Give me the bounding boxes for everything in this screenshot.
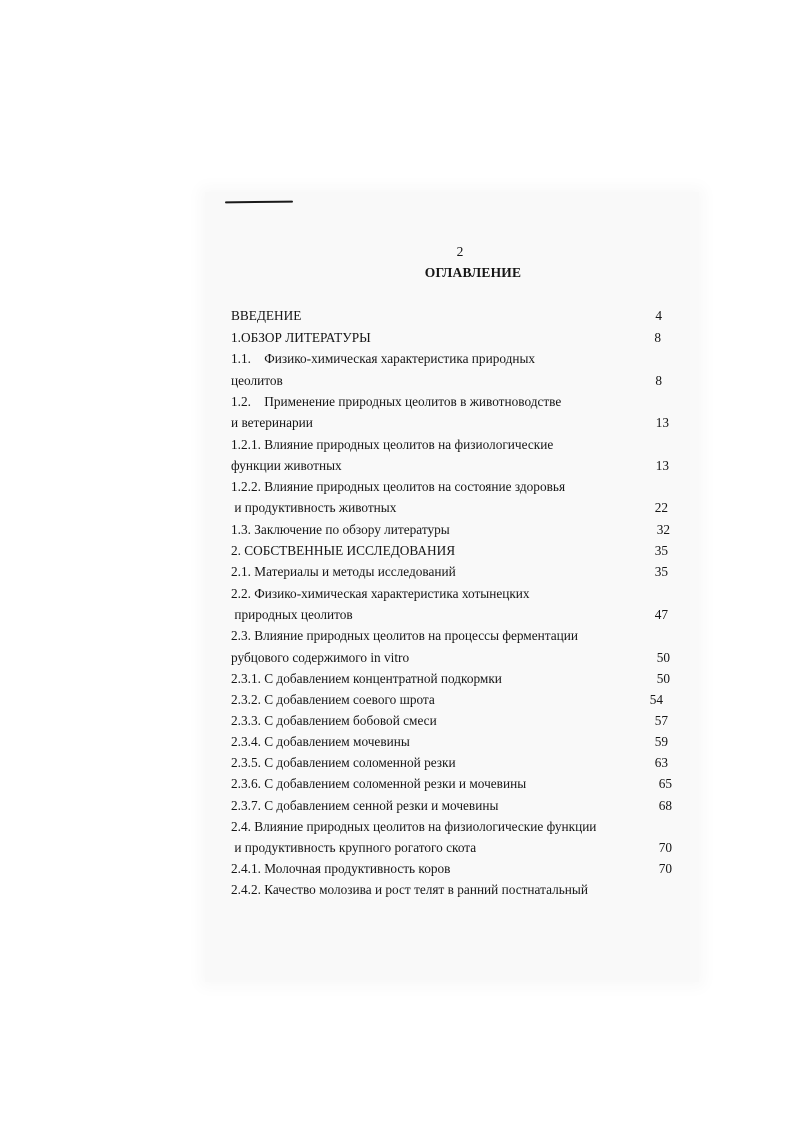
toc-page-number: 4: [655, 308, 662, 323]
toc-entry: 2.1. Материалы и методы исследований: [231, 564, 456, 579]
toc-entry: 2.3.1. С добавлением концентратной подкормки: [231, 671, 502, 686]
toc-page-number: 50: [656, 650, 670, 665]
toc-page-number: 8: [655, 373, 662, 388]
toc-entry: 1.2.1. Влияние природных цеолитов на физиологические: [231, 437, 554, 452]
toc-entry: и продуктивность крупного рогатого скота: [231, 840, 477, 855]
toc-entry: и продуктивность животных: [231, 500, 397, 515]
toc-page-number: 65: [658, 776, 672, 791]
toc-page-number: 70: [658, 840, 672, 855]
toc-page-number: 57: [654, 713, 668, 728]
toc-page-number: 59: [654, 734, 668, 749]
toc-page-number: 13: [655, 415, 669, 430]
toc-entry: 2.3. Влияние природных цеолитов на процессы ферментации: [231, 628, 578, 643]
toc-page-number: 32: [656, 522, 670, 537]
toc-entry: рубцового содержимого in vitro: [231, 650, 410, 665]
toc-entry: 2.3.2. С добавлением соевого шрота: [231, 692, 435, 707]
toc-entry: 2.3.4. С добавлением мочевины: [231, 734, 410, 749]
toc-page-number: 63: [654, 755, 668, 770]
toc-entry: цеолитов: [231, 373, 283, 388]
toc-page-number: 13: [655, 458, 669, 473]
toc-entry: 2.3.6. С добавлением соломенной резки и мочевины: [231, 776, 527, 791]
toc-entry: 2. СОБСТВЕННЫЕ ИССЛЕДОВАНИЯ: [231, 543, 456, 558]
toc-page-number: 54: [649, 692, 663, 707]
toc-entry: ВВЕДЕНИЕ: [231, 308, 302, 323]
toc-entry: 2.3.7. С добавлением сенной резки и мочевины: [231, 798, 499, 813]
toc-entry: 1.2. Применение природных цеолитов в животноводстве: [231, 394, 562, 409]
page-number: 2: [456, 244, 464, 259]
toc-entry: 1.2.2. Влияние природных цеолитов на состояние здоровья: [231, 479, 566, 494]
toc-entry: 2.4. Влияние природных цеолитов на физиологические функции: [231, 819, 597, 834]
toc-entry: 1.ОБЗОР ЛИТЕРАТУРЫ: [231, 330, 371, 345]
toc-page-number: 70: [658, 861, 672, 876]
toc-entry: природных цеолитов: [231, 607, 353, 622]
toc-entry: 2.4.2. Качество молозива и рост телят в ранний постнатальный: [231, 882, 588, 897]
toc-page-number: 47: [654, 607, 668, 622]
toc-entry: 1.1. Физико-химическая характеристика природных: [231, 351, 536, 366]
toc-entry: 2.4.1. Молочная продуктивность коров: [231, 861, 451, 876]
toc-entry: 2.3.3. С добавлением бобовой смеси: [231, 713, 437, 728]
toc-page-number: 22: [654, 500, 668, 515]
toc-title: ОГЛАВЛЕНИЕ: [424, 265, 522, 280]
toc-page-number: 50: [656, 671, 670, 686]
toc-entry: 2.2. Физико-химическая характеристика хотынецких: [231, 586, 530, 601]
toc-entry: и ветеринарии: [231, 415, 313, 430]
toc-page-number: 68: [658, 798, 672, 813]
toc-page-number: 35: [654, 543, 668, 558]
toc-entry: функции животных: [231, 458, 342, 473]
toc-page-number: 8: [654, 330, 661, 345]
toc-page-number: 35: [654, 564, 668, 579]
toc-entry: 2.3.5. С добавлением соломенной резки: [231, 755, 456, 770]
toc-entry: 1.3. Заключение по обзору литературы: [231, 522, 450, 537]
